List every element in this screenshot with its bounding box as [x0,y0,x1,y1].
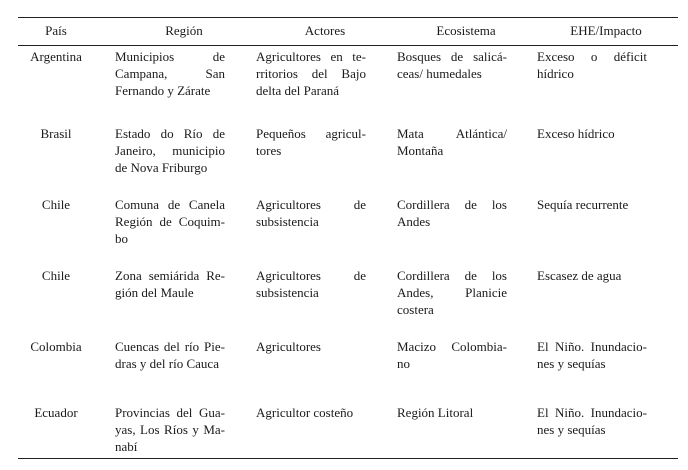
cell-line: Municipios de [115,49,225,64]
cell-region [115,404,225,455]
cell-line: El Niño. Inundacio- [537,339,647,354]
cell-actores [256,338,366,355]
cell-line: Macizo Colombia- [397,339,507,354]
cell-line: Agricultores de [256,197,366,212]
cell-line: Agricultor costeño [256,405,354,420]
header-region: Región [165,23,203,38]
cell-line: Sequía recurrente [537,197,629,212]
cell-impacto [537,404,647,438]
cell-ecosistema [397,338,507,372]
cell-line: Brasil [40,126,72,141]
header-pais: País [45,23,67,38]
cell-region [115,338,225,372]
cell-line: Agricultores en te- [256,49,366,64]
cell-impacto [537,125,647,142]
cell-line: ceas/ humedales [397,66,482,81]
cell-impacto [537,196,647,213]
cell-region [115,267,225,301]
cell-ecosistema [397,404,507,421]
cell-line: Comuna de Canela [115,197,225,212]
cell-line: nes y sequías [537,356,606,371]
cell-line: Cordillera de los [397,197,507,212]
cell-line: Fernando y Zárate [115,83,211,98]
header-impacto: EHE/Impacto [570,23,642,38]
cell-line: Exceso hídrico [537,126,615,141]
cell-line: de Nova Friburgo [115,160,208,175]
cell-line: subsistencia [256,285,319,300]
cell-line: gión del Maule [115,285,194,300]
cell-line: Andes, Planicie [397,285,507,300]
cell-line: Colombia [30,339,82,354]
cell-line: Campana, San [115,66,225,81]
cell-line: Zona semiárida Re- [115,268,225,283]
table-header-rule [18,45,678,46]
cell-line: Provincias del Gua- [115,405,225,420]
cell-impacto [537,48,647,82]
cell-line: dras y del río Cauca [115,356,219,371]
cell-line: Chile [41,197,71,212]
cell-actores [256,404,366,421]
cell-line: Región Litoral [397,405,474,420]
cell-pais [18,267,94,284]
header-ecosistema: Ecosistema [436,23,496,38]
cell-line: Exceso o déficit [537,49,647,64]
header-actores: Actores [304,23,346,38]
cell-line: bo [115,231,128,246]
cell-actores [256,125,366,159]
cell-line: Chile [41,268,71,283]
cell-pais [18,404,94,421]
cell-line: no [397,356,410,371]
cell-line: tores [256,143,282,158]
cell-pais [18,125,94,142]
cell-line: Mata Atlántica/ [397,126,507,141]
cell-line: nes y sequías [537,422,606,437]
cell-line: Pequeños agricul- [256,126,366,141]
cell-line: costera [397,302,434,317]
cell-line: delta del Paraná [256,83,340,98]
cell-impacto [537,338,647,372]
cell-actores [256,196,366,230]
cell-line: nabí [115,439,138,454]
cell-line: Escasez de agua [537,268,622,283]
cell-line: Cuencas del río Pie- [115,339,225,354]
cell-region [115,125,225,176]
cell-region [115,48,225,99]
cell-pais [18,196,94,213]
cell-line: El Niño. Inundacio- [537,405,647,420]
cell-line: Cordillera de los [397,268,507,283]
cell-ecosistema [397,267,507,318]
cell-ecosistema [397,196,507,230]
cell-impacto [537,267,647,284]
cell-line: Ecuador [34,405,78,420]
cell-pais [18,48,94,65]
cell-line: Agricultores de [256,268,366,283]
cell-line: rritorios del Bajo [256,66,366,81]
cell-line: subsistencia [256,214,319,229]
cell-ecosistema [397,125,507,159]
cell-pais [18,338,94,355]
cell-actores [256,48,366,99]
cell-line: Janeiro, municipio [115,143,225,158]
cell-line: Argentina [30,49,82,64]
cell-actores [256,267,366,301]
cell-line: Agricultores [256,339,321,354]
cell-line: Región de Coquim- [115,214,225,229]
cell-line: hídrico [537,66,574,81]
table-bottom-rule [18,458,678,459]
cell-line: Montaña [397,143,444,158]
cell-line: Andes [397,214,431,229]
cell-line: Bosques de salicá- [397,49,507,64]
cell-line: Estado do Río de [115,126,225,141]
cell-region [115,196,225,247]
cell-line: yas, Los Ríos y Ma- [115,422,225,437]
cell-ecosistema [397,48,507,82]
